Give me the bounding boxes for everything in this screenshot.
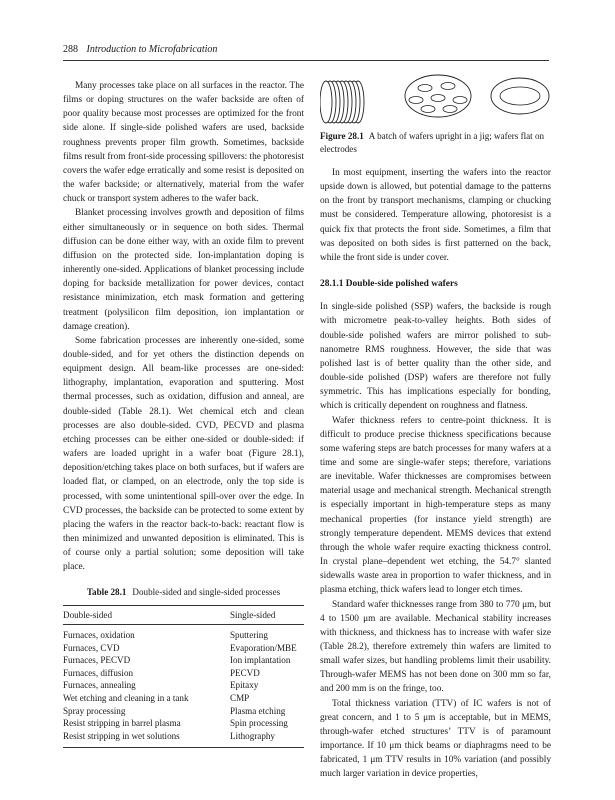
table-row bbox=[63, 705, 304, 718]
figure-caption-text: A batch of wafers upright in a jig; wafers flat on electrodes bbox=[320, 131, 545, 154]
table-cell: Furnaces, diffusion bbox=[63, 667, 134, 678]
electrode-1 bbox=[405, 75, 471, 117]
table-cell: Wet etching and cleaning in a tank bbox=[63, 692, 189, 703]
section-heading: 28.1.1 Double-side polished wafers bbox=[320, 279, 458, 290]
figure-label: Figure 28.1 bbox=[320, 131, 364, 141]
table-cell: Spin processing bbox=[230, 718, 288, 729]
running-title: Introduction to Microfabrication bbox=[86, 44, 218, 55]
paragraph: Blanket processing involves growth and deposition of films either simultaneously or in sequence on both sides. Thermal diffusion can be done either way, with an oxide film to prevent diffusion on the protected side. Ion-implantation doping is inherently one-sided. Applications of blanket processing include doping for backside metallization for power devices, contact resistance minimization, etch mask formation and gettering treatment (polysilicon film deposition, ion implantation or damage creation). bbox=[63, 208, 304, 332]
table-cell: Furnaces, oxidation bbox=[63, 630, 135, 640]
wafer-illustration bbox=[320, 74, 551, 130]
paragraph: Some fabrication processes are inherently one-sided, some double-sided, and for yet others the distinction depends on equipment design. All beam-like processes are one-sided: lithography, implantation, evaporation and sputtering. Most thermal processes, such as oxidation, diffusion and anneal, are double-sided (Table 28.1). Wet chemical etch and clean processes are also double-sided. CVD, PECVD and plasma etching processes can be either one-sided or double-sided: if wafers are loaded upright in a wafer boat (Figure 28.1), deposition/etching takes place on both surfaces, but if wafers are loaded flat, or clamped, on an electrode, only the top side is processed, with some unintentional spill-over over the edge. In CVD processes, the backside can be protected to some extent by placing the wafers in the reactor back-to-back: reactant flow is then minimized and unwanted deposition is eliminated. This is of course only a partial solution; some deposition will take place. bbox=[63, 335, 304, 573]
table-header-row bbox=[63, 606, 304, 625]
table-label: Table 28.1 bbox=[86, 587, 127, 597]
table-row bbox=[63, 625, 304, 642]
paragraph: In most equipment, inserting the wafers into the reactor upside down is allowed, but potential damage to the patterns on the front by transport mechanisms, clamping or chucking must be considered. Temperature allowing, photoresist is a quick fix that protects the front side. Sometimes, a film that was deposited on both sides is first patterned on the back, while the front side is under cover. bbox=[320, 168, 551, 263]
table-cell: Plasma etching bbox=[230, 705, 286, 716]
table-cell: Lithography bbox=[230, 730, 304, 748]
electrode-2 bbox=[491, 78, 549, 114]
table-cell: Evaporation/MBE bbox=[230, 642, 297, 653]
column-header-single-sided: Single-sided bbox=[230, 606, 304, 625]
table-cell: Spray processing bbox=[63, 705, 126, 716]
paragraph: Wafer thickness refers to centre-point thickness. It is difficult to produce precise thickness specifications because some wafering steps are batch processes for many wafers at a time and some are single-wafer steps; therefore, variations are inevitable. Wafer thicknesses are compromises between material usage and mechanical strength. Mechanical strength is especially important in high-temperature steps as many mechanical properties (for instance yield strength) are strongly temperature dependent. MEMS devices that extend through the whole wafer require exacting thickness control. In crystal plane–dependent wet etching, the 54.7° slanted sidewalls waste area in proportion to wafer thickness, and in plasma etching, thick wafers lead to longer etch times. bbox=[320, 415, 551, 596]
table-caption-text: Double-sided and single-sided processes bbox=[132, 587, 281, 597]
table-28-1 bbox=[63, 587, 304, 748]
table-cell: Sputtering bbox=[230, 630, 268, 640]
header-rule bbox=[63, 60, 549, 61]
table-cell: Ion implantation bbox=[230, 655, 291, 666]
table-row bbox=[63, 679, 304, 692]
table-cell: Resist stripping in wet solutions bbox=[63, 730, 230, 748]
table-cell: CMP bbox=[230, 692, 250, 703]
table-row bbox=[63, 717, 304, 730]
figure-caption bbox=[320, 130, 551, 155]
upright-wafer-batch bbox=[320, 81, 364, 123]
paragraph: Total thickness variation (TTV) of IC wafers is not of great concern, and 1 to 5 μm is acceptable, but in MEMS, through-wafer etched structures’ TTV is of paramount importance. If 10 μm thick beams or diaphragms need to be fabricated, 1 μm TTV results in 10% variation (and possibly much larger variation in device properties, bbox=[320, 698, 551, 780]
table-cell: Resist stripping in barrel plasma bbox=[63, 718, 181, 729]
table-cell: Furnaces, PECVD bbox=[63, 655, 131, 666]
table-row bbox=[63, 730, 304, 748]
running-header bbox=[63, 44, 547, 56]
figure-28-1 bbox=[320, 74, 551, 130]
table-cell: Epitaxy bbox=[230, 680, 259, 691]
page-number: 288 bbox=[63, 44, 78, 55]
right-column bbox=[320, 166, 551, 782]
table-cell: PECVD bbox=[230, 667, 260, 678]
table-caption bbox=[63, 587, 304, 597]
left-column bbox=[63, 79, 304, 574]
paragraph: In single-side polished (SSP) wafers, the backside is rough with micrometre peak-to-valley heights. Both sides of double-side polished wafers are mirror polished to subnanometre RMS roughness. However, the side that was polished last is of better quality than the other side, and double-side polished (DSP) wafers are therefore not fully symmetric. This has implications especially for bonding, which is critically dependent on roughness and flatness. bbox=[320, 302, 551, 412]
table-row bbox=[63, 692, 304, 705]
table-cell: Furnaces, CVD bbox=[63, 642, 120, 653]
paragraph: Many processes take place on all surfaces in the reactor. The films or doping structures on the wafer backside are often of poor quality because most processes are optimized for the front side alone. If single-side polished wafers are used, backside roughness prevents proper film growth. Sometimes, backside films result from front-side processing spillovers: the photoresist covers the wafer edge erratically and some resist is deposited on the wafer backside; or alternatively, material from the wafer chuck or transport system adheres to the wafer back. bbox=[63, 81, 304, 205]
paragraph: Standard wafer thicknesses range from 380 to 770 μm, but 4 to 1500 μm are available. Mechanical stability increases with thickness, and thickness has to increase with wafer size (Table 28.2), therefore extremely thin wafers are limited to small wafer sizes, but handling problems limit their usability. Through-wafer MEMS has not been done on 300 mm so far, and 200 mm is on the fringe, too. bbox=[320, 599, 551, 695]
table-row bbox=[63, 667, 304, 680]
table-row bbox=[63, 642, 304, 655]
process-table bbox=[63, 605, 304, 748]
table-row bbox=[63, 654, 304, 667]
column-header-double-sided: Double-sided bbox=[63, 606, 230, 625]
table-cell: Furnaces, annealing bbox=[63, 680, 136, 691]
